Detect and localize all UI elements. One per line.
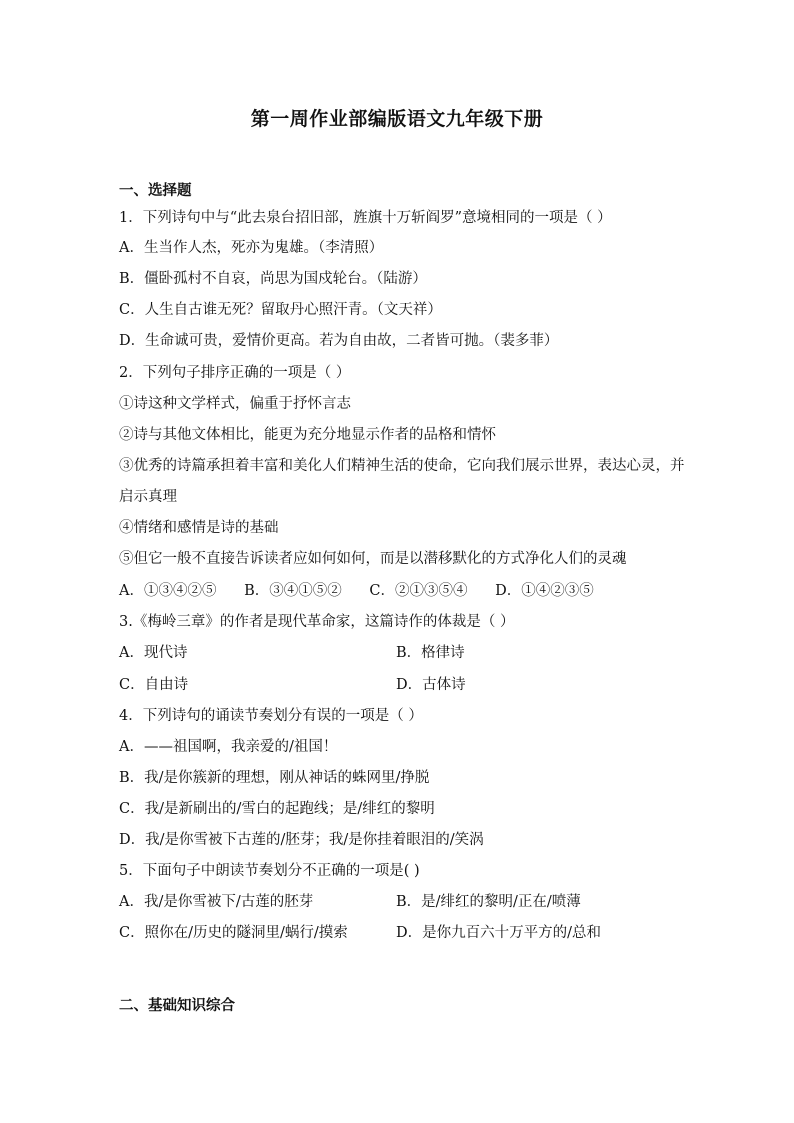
question-5-option-a: A．我/是你雪被下/古莲的胚芽 — [119, 894, 314, 910]
section-heading-choice: 一、选择题 — [119, 182, 192, 199]
question-2-sentence-2: ②诗与其他文体相比，能更为充分地显示作者的品格和情怀 — [119, 427, 496, 443]
question-1-stem: 1．下列诗句中与“此去泉台招旧部，旌旗十万斩阎罗”意境相同的一项是（ ） — [119, 210, 612, 226]
question-3-option-c: C．自由诗 — [119, 677, 189, 693]
question-5-option-d: D．是你九百六十万平方的/总和 — [396, 925, 602, 941]
question-3-stem: 3.《梅岭三章》的作者是现代革命家，这篇诗作的体裁是（ ） — [119, 614, 515, 630]
page-title: 第一周作业部编版语文九年级下册 — [250, 108, 544, 130]
question-3-option-a: A．现代诗 — [119, 645, 188, 661]
question-2-sentence-1: ①诗这种文学样式，偏重于抒怀言志 — [119, 396, 351, 412]
question-5-option-c: C．照你在/历史的隧洞里/蜗行/摸索 — [119, 925, 348, 941]
question-1-option-a: A．生当作人杰，死亦为鬼雄。（李清照） — [119, 240, 384, 256]
question-4-stem: 4．下列诗句的诵读节奏划分有误的一项是（ ） — [119, 708, 423, 724]
question-4-option-b: B．我/是你簇新的理想，刚从神话的蛛网里/挣脱 — [119, 770, 430, 786]
question-1-option-d: D．生命诚可贵，爱情价更高。若为自由故，二者皆可抛。（裴多菲） — [119, 333, 559, 349]
question-5-option-b: B．是/绯红的黎明/正在/喷薄 — [396, 894, 581, 910]
question-1-option-c: C．人生自古谁无死？留取丹心照汗青。（文天祥） — [119, 302, 442, 318]
question-2-sentence-5: ⑤但它一般不直接告诉读者应如何如何，而是以潜移默化的方式净化人们的灵魂 — [119, 551, 627, 567]
question-2-sentence-4: ④情绪和感情是诗的基础 — [119, 520, 279, 536]
question-1-option-b: B．僵卧孤村不自哀，尚思为国戍轮台。（陆游） — [119, 271, 427, 287]
question-2-sentence-3: ③优秀的诗篇承担着丰富和美化人们精神生活的使命，它向我们展示世界，表达心灵，并 — [119, 458, 685, 474]
question-4-option-d: D．我/是你雪被下古莲的/胚芽；我/是你挂着眼泪的/笑涡 — [119, 832, 484, 848]
question-2-options: A．①③④②⑤ B．③④①⑤② C．②①③⑤④ D．①④②③⑤ — [119, 583, 594, 599]
question-4-option-a: A．——祖国啊，我亲爱的/祖国！ — [119, 739, 338, 755]
question-5-stem: 5．下面句子中朗读节奏划分不正确的一项是( ) — [119, 863, 420, 879]
question-4-option-c: C．我/是新刷出的/雪白的起跑线；是/绯红的黎明 — [119, 801, 435, 817]
question-3-option-b: B．格律诗 — [396, 645, 465, 661]
section-heading-basics: 二、基础知识综合 — [119, 997, 235, 1014]
question-3-option-d: D．古体诗 — [396, 677, 466, 693]
question-2-sentence-3-cont: 启示真理 — [119, 489, 177, 505]
question-2-stem: 2．下列句子排序正确的一项是（ ） — [119, 365, 351, 381]
